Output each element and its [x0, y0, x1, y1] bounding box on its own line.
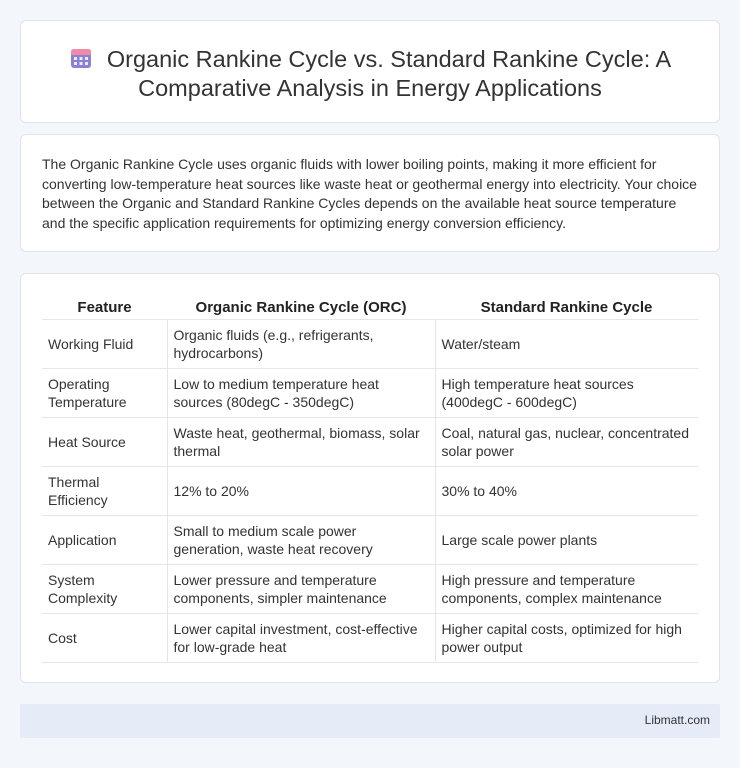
orc-cell: Low to medium temperature heat sources (80degC - 350degC): [167, 368, 435, 417]
standard-cell: Water/steam: [435, 319, 698, 368]
intro-paragraph: The Organic Rankine Cycle uses organic fluids with lower boiling points, making it more efficient for converting low-temperature heat sources like waste heat or geothermal energy into electricity. Your choice between the Organic and Standard Rankine Cycles depends on the available heat source temperature and the specific application requirements for optimizing energy conversion efficiency.: [42, 156, 697, 231]
feature-cell: Thermal Efficiency: [42, 466, 167, 515]
feature-cell: Working Fluid: [42, 319, 167, 368]
orc-cell: 12% to 20%: [167, 466, 435, 515]
feature-cell: Heat Source: [42, 417, 167, 466]
page-title-wrap: [21, 45, 719, 103]
standard-cell: Coal, natural gas, nuclear, concentrated solar power: [435, 417, 698, 466]
orc-cell: Lower pressure and temperature components, simpler maintenance: [167, 564, 435, 613]
feature-cell: System Complexity: [42, 564, 167, 613]
page-title: Organic Rankine Cycle vs. Standard Rankine Cycle: A Comparative Analysis in Energy Applications: [106, 46, 672, 101]
table-row: [42, 417, 698, 466]
orc-cell: Lower capital investment, cost-effective for low-grade heat: [167, 613, 435, 662]
calendar-icon: [69, 46, 93, 70]
footer-bar: [20, 704, 720, 738]
standard-cell: Higher capital costs, optimized for high power output: [435, 613, 698, 662]
header-orc: Organic Rankine Cycle (ORC): [167, 295, 435, 319]
orc-cell: Waste heat, geothermal, biomass, solar thermal: [167, 417, 435, 466]
standard-cell: Large scale power plants: [435, 515, 698, 564]
standard-cell: High temperature heat sources (400degC - 600degC): [435, 368, 698, 417]
table-row: [42, 319, 698, 368]
comparison-card: [20, 273, 720, 683]
table-row: [42, 564, 698, 613]
feature-cell: Operating Temperature: [42, 368, 167, 417]
footer-brand-link[interactable]: Libmatt.com: [644, 713, 710, 727]
orc-cell: Small to medium scale power generation, waste heat recovery: [167, 515, 435, 564]
title-card: [20, 20, 720, 123]
orc-cell: Organic fluids (e.g., refrigerants, hydrocarbons): [167, 319, 435, 368]
feature-cell: Cost: [42, 613, 167, 662]
feature-cell: Application: [42, 515, 167, 564]
table-row: [42, 368, 698, 417]
intro-card: [20, 134, 720, 252]
table-row: [42, 515, 698, 564]
comparison-table: [42, 295, 698, 663]
standard-cell: 30% to 40%: [435, 466, 698, 515]
standard-cell: High pressure and temperature components, complex maintenance: [435, 564, 698, 613]
header-standard: Standard Rankine Cycle: [435, 295, 698, 319]
table-header-row: [42, 295, 698, 319]
table-row: [42, 466, 698, 515]
header-feature: Feature: [42, 295, 167, 319]
table-row: [42, 613, 698, 662]
